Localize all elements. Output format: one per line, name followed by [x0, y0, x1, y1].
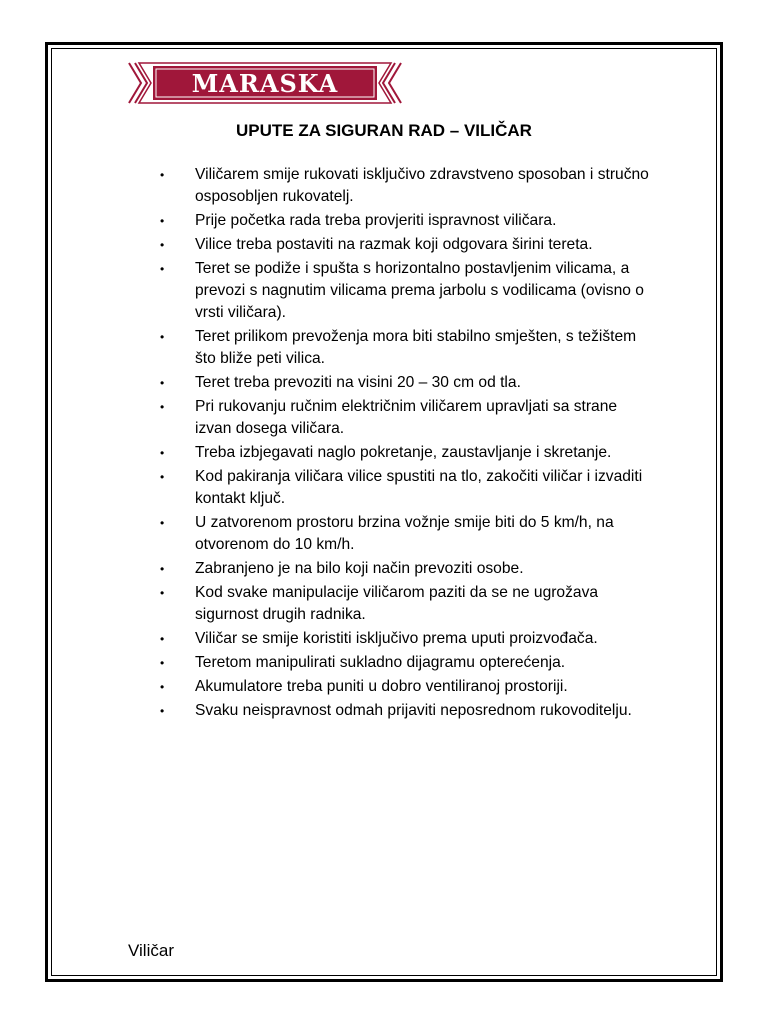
bullet-icon: • — [160, 168, 165, 182]
rule-item — [160, 582, 650, 626]
rule-item — [160, 652, 650, 674]
rule-text: Treba izbjegavati naglo pokretanje, zaustavljanje i skretanje. — [195, 444, 612, 461]
page-title: UPUTE ZA SIGURAN RAD – VILIČAR — [236, 121, 532, 140]
bullet-icon: • — [160, 704, 165, 718]
bullet-icon: • — [160, 262, 165, 276]
rule-text: Prije početka rada treba provjeriti ispravnost viličara. — [195, 212, 557, 229]
bullet-icon: • — [160, 586, 165, 600]
rule-item — [160, 164, 650, 208]
bullet-icon: • — [160, 470, 165, 484]
rule-item — [160, 700, 650, 722]
rule-text: Teret treba prevoziti na visini 20 – 30 cm od tla. — [195, 374, 521, 391]
rule-text: Svaku neispravnost odmah prijaviti neposrednom rukovoditelju. — [195, 702, 632, 719]
bullet-icon: • — [160, 376, 165, 390]
logo-text: MARASKA — [191, 69, 339, 98]
rule-item — [160, 326, 650, 370]
bullet-icon: • — [160, 446, 165, 460]
rule-text: U zatvorenom prostoru brzina vožnje smije biti do 5 km/h, na otvorenom do 10 km/h. — [195, 514, 614, 553]
bullet-icon: • — [160, 400, 165, 414]
rule-text: Teret se podiže i spušta s horizontalno postavljenim vilicama, a prevozi s nagnutim vilicama prema jarbolu s vodilicama (ovisno o vrsti viličara). — [195, 260, 644, 321]
bullet-icon: • — [160, 680, 165, 694]
safety-rules-list — [160, 164, 650, 724]
rule-item — [160, 442, 650, 464]
rule-text: Zabranjeno je na bilo koji način prevoziti osobe. — [195, 560, 524, 577]
rule-text: Viličar se smije koristiti isključivo prema uputi proizvođača. — [195, 630, 598, 647]
bullet-icon: • — [160, 238, 165, 252]
rule-text: Kod svake manipulacije viličarom paziti da se ne ugrožava sigurnost drugih radnika. — [195, 584, 599, 623]
bullet-icon: • — [160, 330, 165, 344]
rule-item — [160, 512, 650, 556]
bullet-icon: • — [160, 562, 165, 576]
rule-text: Teret prilikom prevoženja mora biti stabilno smješten, s težištem što bliže peti vilica. — [195, 328, 637, 367]
bullet-icon: • — [160, 214, 165, 228]
rule-text: Akumulatore treba puniti u dobro ventiliranoj prostoriji. — [195, 678, 568, 695]
rule-item — [160, 628, 650, 650]
rule-item — [160, 372, 650, 394]
rule-text: Viličarem smije rukovati isključivo zdravstveno sposoban i stručno osposobljen rukovatelj. — [195, 166, 649, 205]
rule-text: Kod pakiranja viličara vilice spustiti na tlo, zakočiti viličar i izvaditi kontakt ključ. — [195, 468, 643, 507]
bullet-icon: • — [160, 632, 165, 646]
rule-item — [160, 258, 650, 324]
rule-text: Teretom manipulirati sukladno dijagramu opterećenja. — [195, 654, 566, 671]
rule-item — [160, 558, 650, 580]
rule-item — [160, 396, 650, 440]
footer-label: Viličar — [128, 941, 174, 960]
rule-item — [160, 210, 650, 232]
rule-item — [160, 466, 650, 510]
bullet-icon: • — [160, 656, 165, 670]
maraska-logo — [127, 60, 403, 106]
rule-text: Pri rukovanju ručnim električnim viličarem upravljati sa strane izvan dosega viličara. — [195, 398, 618, 437]
rule-text: Vilice treba postaviti na razmak koji odgovara širini tereta. — [195, 236, 593, 253]
rule-item — [160, 676, 650, 698]
bullet-icon: • — [160, 516, 165, 530]
rule-item — [160, 234, 650, 256]
